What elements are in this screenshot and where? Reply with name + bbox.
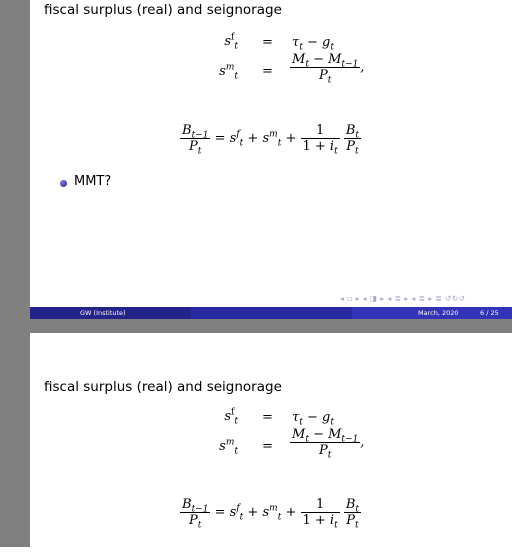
eq2-lhs: $s^m_t$ (219, 437, 238, 457)
eq1-equals: = (262, 410, 273, 425)
footer-date-page (352, 307, 512, 319)
eq2-rhs: $\frac{M_t - M_{t-1}}{P_t}$ , (292, 52, 365, 86)
eq2-equals: = (262, 64, 273, 79)
bullet-text: MMT? (74, 174, 112, 189)
eq1-lhs: $s^f_t$ (224, 407, 238, 427)
frame-title: fiscal surplus (real) and seignorage (44, 2, 282, 18)
budget-equation: $\frac{B_{t-1}}{P_t}$ = $s^f_t + s^m_t$ + $\frac{1}{1 + i_t}$ $\frac{B_t}{P_t}$ (182, 497, 360, 531)
page-gap (30, 319, 512, 333)
eq2-lhs: $s^m_t$ (219, 62, 238, 82)
eq2-equals: = (262, 439, 273, 454)
eq1-equals: = (262, 35, 273, 50)
slide-page-7 (30, 333, 512, 553)
slide-page-6 (30, 0, 512, 319)
eq2-rhs: $\frac{M_t - M_{t-1}}{P_t}$ , (292, 427, 365, 461)
footer-title (191, 307, 352, 319)
footer-date: March, 2020 (418, 309, 459, 317)
beamer-navigation-icons[interactable]: ◂ ▫ ▸ ◂ ◨ ▸ ◂ ≣ ▸ ◂ ≣ ▸ ≣ ↺↻↺ (340, 294, 466, 303)
eq1-lhs: $s^f_t$ (224, 32, 238, 52)
eq1-rhs: $\tau_t - g_t$ (292, 410, 334, 428)
footer-author: GW (Institute) (30, 307, 191, 319)
slide-footer (30, 307, 512, 319)
bullet-icon (60, 180, 67, 187)
frame-title: fiscal surplus (real) and seignorage (44, 379, 282, 395)
budget-equation: $\frac{B_{t-1}}{P_t}$ = $s^f_t + s^m_t$ + $\frac{1}{1 + i_t}$ $\frac{B_t}{P_t}$ (182, 123, 360, 157)
eq1-rhs: $\tau_t - g_t$ (292, 35, 334, 53)
footer-page: 6 / 25 (480, 309, 499, 317)
